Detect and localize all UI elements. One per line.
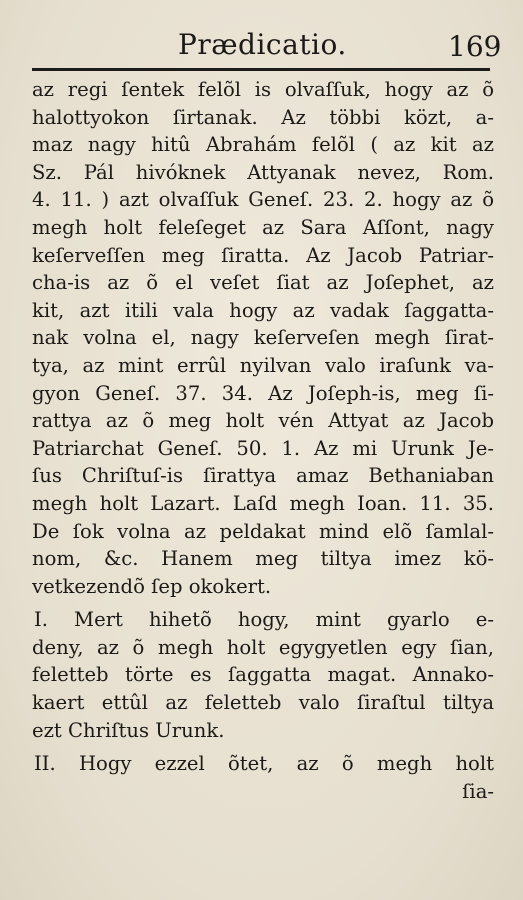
text-line: megh holt feleſeget az Sara Aſſont, nagy — [32, 215, 494, 239]
text-line: ezt Chriſtus Urunk. — [32, 718, 225, 742]
text-line: keſerveſſen meg ſiratta. Az Jacob Patriar- — [32, 243, 494, 267]
text-line: nak volna el, nagy keſerveſen megh ſirat- — [32, 326, 494, 350]
text-line: De ſok volna az peldakat mind elõ ſamlal- — [32, 519, 494, 543]
text-line: cha-is az õ el veſet ſiat az Joſephet, az — [32, 271, 494, 295]
text-line: nom, &c. Hanem meg tiltya imez kö- — [32, 547, 494, 571]
text-line: I. Mert hihetõ hogy, mint gyarlo e- — [34, 608, 494, 632]
text-line: gyon Geneſ. 37. 34. Az Joſeph-is, meg ſi- — [32, 381, 494, 405]
text-line: deny, az õ megh holt egygyetlen egy ſian, — [32, 635, 494, 659]
text-line: halottyokon ſirtanak. Az többi közt, a- — [32, 105, 494, 129]
text-line: feletteb törte es ſaggatta magat. Annako- — [32, 663, 494, 687]
text-line: Sz. Pál hivóknek Attyanak nevez, Rom. — [32, 160, 494, 184]
catchword: ſia- — [462, 779, 494, 803]
page-header — [0, 22, 523, 70]
text-line: rattya az õ meg holt vén Attyat az Jacob — [32, 409, 494, 433]
text-line: II. Hogy ezzel õtet, az õ megh holt — [34, 752, 494, 776]
page-number: 169 — [448, 30, 502, 63]
text-line: 4. 11. ) azt olvaſſuk Geneſ. 23. 2. hogy az õ — [32, 188, 494, 212]
text-line: az regi ſentek felõl is olvaſſuk, hogy az õ — [32, 78, 494, 101]
text-line: tya, az mint errûl nyilvan valo iraſunk va- — [32, 353, 494, 377]
header-rule — [32, 68, 490, 71]
body-text — [32, 76, 494, 805]
text-line: vetkezendõ ſep okokert. — [32, 574, 272, 598]
running-title: Prædicatio. — [178, 28, 347, 61]
text-line: ſus Chriſtuſ-is ſirattya amaz Bethaniaban — [32, 464, 494, 488]
text-line: kaert ettûl az feletteb valo ſiraſtul tiltya — [32, 691, 494, 715]
text-line: Patriarchat Geneſ. 50. 1. Az mi Urunk Je- — [32, 436, 494, 460]
text-line: maz nagy hitû Abrahám felõl ( az kit az — [32, 133, 494, 157]
text-line: kit, azt itili vala hogy az vadak ſaggatta- — [32, 298, 494, 322]
text-line: megh holt Lazart. Laſd megh Ioan. 11. 35. — [32, 491, 494, 515]
